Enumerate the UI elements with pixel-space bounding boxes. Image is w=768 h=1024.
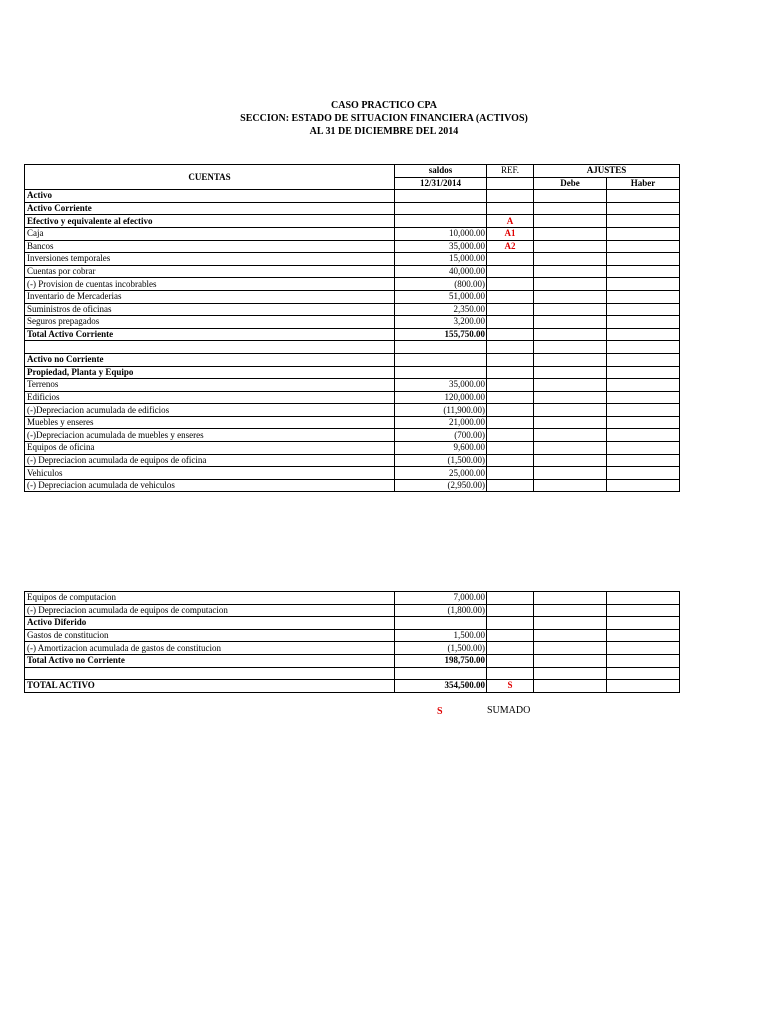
cell-saldo	[395, 667, 487, 680]
cell-debe	[534, 316, 607, 329]
col-header-ref: REF.	[487, 165, 534, 178]
cell-haber	[607, 215, 680, 228]
cell-ref	[487, 379, 534, 392]
cell-saldo: (2,950.00)	[395, 479, 487, 492]
cell-haber	[607, 227, 680, 240]
cell-ref	[487, 429, 534, 442]
cell-saldo: 1,500.00	[395, 629, 487, 642]
cell-haber	[607, 479, 680, 492]
cell-debe	[534, 290, 607, 303]
cell-debe	[534, 379, 607, 392]
col-header-saldos: saldos	[395, 165, 487, 178]
cell-saldo: 21,000.00	[395, 416, 487, 429]
table-row	[25, 442, 680, 455]
cell-haber	[607, 592, 680, 605]
col-header-ref-blank	[487, 177, 534, 190]
cell-debe	[534, 667, 607, 680]
cell-haber	[607, 604, 680, 617]
cell-debe	[534, 240, 607, 253]
cell-debe	[534, 202, 607, 215]
table-row	[25, 391, 680, 404]
doc-section: SECCION: ESTADO DE SITUACION FINANCIERA (ACTIVOS)	[240, 113, 528, 124]
col-header-haber: Haber	[607, 177, 680, 190]
cell-ref	[487, 290, 534, 303]
cell-cuenta: Bancos	[25, 240, 395, 253]
cell-cuenta: Inventario de Mercaderias	[25, 290, 395, 303]
cell-cuenta: Terrenos	[25, 379, 395, 392]
cell-cuenta: TOTAL ACTIVO	[25, 680, 395, 693]
cell-cuenta	[25, 341, 395, 354]
table-row	[25, 353, 680, 366]
cell-saldo: 3,200.00	[395, 316, 487, 329]
cell-debe	[534, 467, 607, 480]
cell-ref	[487, 479, 534, 492]
table-row	[25, 379, 680, 392]
cell-saldo: 35,000.00	[395, 379, 487, 392]
cell-cuenta: (-) Depreciacion acumulada de vehiculos	[25, 479, 395, 492]
table-row	[25, 341, 680, 354]
cell-saldo: 40,000.00	[395, 265, 487, 278]
cell-cuenta	[25, 667, 395, 680]
table-row	[25, 316, 680, 329]
col-header-fecha: 12/31/2014	[395, 177, 487, 190]
table-row	[25, 629, 680, 642]
cell-debe	[534, 604, 607, 617]
cell-saldo: 7,000.00	[395, 592, 487, 605]
table-body-2	[25, 592, 680, 693]
cell-ref	[487, 654, 534, 667]
table-row	[25, 328, 680, 341]
cell-ref	[487, 316, 534, 329]
cell-cuenta: Muebles y enseres	[25, 416, 395, 429]
cell-saldo: (1,800.00)	[395, 604, 487, 617]
cell-ref	[487, 366, 534, 379]
cell-haber	[607, 366, 680, 379]
cell-saldo: 155,750.00	[395, 328, 487, 341]
cell-ref	[487, 353, 534, 366]
cell-cuenta: Seguros prepagados	[25, 316, 395, 329]
cell-haber	[607, 442, 680, 455]
cell-cuenta: (-)Depreciacion acumulada de edificios	[25, 404, 395, 417]
cell-ref	[487, 328, 534, 341]
footer-sum-mark: S	[437, 706, 443, 717]
table-row	[25, 592, 680, 605]
cell-cuenta: Propiedad, Planta y Equipo	[25, 366, 395, 379]
cell-saldo	[395, 215, 487, 228]
cell-debe	[534, 629, 607, 642]
cell-debe	[534, 416, 607, 429]
cell-debe	[534, 429, 607, 442]
cell-saldo: (800.00)	[395, 278, 487, 291]
cell-ref	[487, 642, 534, 655]
cell-cuenta: Suministros de oficinas	[25, 303, 395, 316]
cell-ref: S	[487, 680, 534, 693]
cell-cuenta: (-) Amortizacion acumulada de gastos de constitucion	[25, 642, 395, 655]
table-body-1	[25, 190, 680, 492]
table-row	[25, 604, 680, 617]
cell-cuenta: Vehiculos	[25, 467, 395, 480]
table-row	[25, 278, 680, 291]
cell-debe	[534, 303, 607, 316]
cell-cuenta: Cuentas por cobrar	[25, 265, 395, 278]
cell-saldo: (700.00)	[395, 429, 487, 442]
cell-debe	[534, 454, 607, 467]
cell-ref	[487, 604, 534, 617]
doc-date: AL 31 DE DICIEMBRE DEL 2014	[309, 126, 459, 137]
cell-saldo: (11,900.00)	[395, 404, 487, 417]
table-row	[25, 467, 680, 480]
cell-saldo: 25,000.00	[395, 467, 487, 480]
cell-debe	[534, 592, 607, 605]
cell-saldo: 10,000.00	[395, 227, 487, 240]
cell-ref	[487, 467, 534, 480]
cell-cuenta: Activo no Corriente	[25, 353, 395, 366]
cell-haber	[607, 253, 680, 266]
doc-title: CASO PRACTICO CPA	[331, 100, 437, 111]
cell-haber	[607, 265, 680, 278]
assets-table-part-1	[24, 164, 680, 492]
cell-debe	[534, 642, 607, 655]
table-row	[25, 454, 680, 467]
table-row	[25, 667, 680, 680]
cell-haber	[607, 290, 680, 303]
cell-haber	[607, 680, 680, 693]
cell-saldo: 120,000.00	[395, 391, 487, 404]
cell-debe	[534, 353, 607, 366]
table-row	[25, 366, 680, 379]
cell-saldo: (1,500.00)	[395, 642, 487, 655]
table-row	[25, 404, 680, 417]
cell-saldo	[395, 366, 487, 379]
cell-haber	[607, 278, 680, 291]
table-row	[25, 227, 680, 240]
cell-ref: A2	[487, 240, 534, 253]
cell-haber	[607, 654, 680, 667]
table-row	[25, 680, 680, 693]
cell-debe	[534, 265, 607, 278]
cell-ref: A1	[487, 227, 534, 240]
cell-cuenta: Total Activo no Corriente	[25, 654, 395, 667]
cell-saldo: 354,500.00	[395, 680, 487, 693]
cell-ref	[487, 202, 534, 215]
cell-debe	[534, 442, 607, 455]
cell-saldo: 198,750.00	[395, 654, 487, 667]
col-header-ajustes: AJUSTES	[534, 165, 680, 178]
cell-ref	[487, 416, 534, 429]
table-row	[25, 429, 680, 442]
cell-debe	[534, 680, 607, 693]
cell-haber	[607, 629, 680, 642]
cell-debe	[534, 654, 607, 667]
cell-haber	[607, 353, 680, 366]
table-row	[25, 416, 680, 429]
cell-saldo	[395, 202, 487, 215]
cell-cuenta: Equipos de computacion	[25, 592, 395, 605]
cell-debe	[534, 341, 607, 354]
cell-saldo: 2,350.00	[395, 303, 487, 316]
cell-cuenta: Efectivo y equivalente al efectivo	[25, 215, 395, 228]
cell-ref	[487, 454, 534, 467]
cell-cuenta: Gastos de constitucion	[25, 629, 395, 642]
cell-cuenta: Activo Diferido	[25, 617, 395, 630]
col-header-cuentas: CUENTAS	[25, 165, 395, 190]
cell-cuenta: Caja	[25, 227, 395, 240]
cell-haber	[607, 303, 680, 316]
table-row	[25, 642, 680, 655]
cell-ref	[487, 617, 534, 630]
cell-saldo: (1,500.00)	[395, 454, 487, 467]
cell-cuenta: Total Activo Corriente	[25, 328, 395, 341]
cell-haber	[607, 642, 680, 655]
cell-debe	[534, 404, 607, 417]
cell-debe	[534, 366, 607, 379]
footer-sum-label: SUMADO	[487, 705, 531, 716]
cell-debe	[534, 253, 607, 266]
cell-ref	[487, 341, 534, 354]
cell-saldo: 9,600.00	[395, 442, 487, 455]
cell-haber	[607, 404, 680, 417]
cell-haber	[607, 316, 680, 329]
cell-debe	[534, 215, 607, 228]
cell-ref	[487, 629, 534, 642]
cell-ref	[487, 265, 534, 278]
cell-haber	[607, 617, 680, 630]
cell-saldo	[395, 190, 487, 203]
cell-ref	[487, 278, 534, 291]
cell-ref: A	[487, 215, 534, 228]
cell-ref	[487, 667, 534, 680]
cell-haber	[607, 379, 680, 392]
cell-haber	[607, 454, 680, 467]
cell-haber	[607, 341, 680, 354]
cell-haber	[607, 391, 680, 404]
cell-saldo	[395, 353, 487, 366]
cell-haber	[607, 429, 680, 442]
table-row	[25, 479, 680, 492]
cell-haber	[607, 190, 680, 203]
table-row	[25, 617, 680, 630]
table-row	[25, 190, 680, 203]
cell-debe	[534, 391, 607, 404]
cell-haber	[607, 416, 680, 429]
cell-cuenta: Activo	[25, 190, 395, 203]
cell-cuenta: Activo Corriente	[25, 202, 395, 215]
cell-saldo: 15,000.00	[395, 253, 487, 266]
cell-debe	[534, 278, 607, 291]
cell-ref	[487, 391, 534, 404]
cell-haber	[607, 202, 680, 215]
cell-debe	[534, 617, 607, 630]
table-row	[25, 290, 680, 303]
cell-debe	[534, 328, 607, 341]
cell-ref	[487, 253, 534, 266]
cell-haber	[607, 667, 680, 680]
table-row	[25, 240, 680, 253]
cell-saldo	[395, 341, 487, 354]
cell-debe	[534, 479, 607, 492]
cell-saldo: 51,000.00	[395, 290, 487, 303]
document-header	[0, 99, 768, 138]
cell-ref	[487, 442, 534, 455]
assets-table-part-2	[24, 591, 680, 693]
table-row	[25, 215, 680, 228]
cell-cuenta: (-) Depreciacion acumulada de equipos de oficina	[25, 454, 395, 467]
table-row	[25, 303, 680, 316]
cell-ref	[487, 404, 534, 417]
cell-cuenta: (-) Depreciacion acumulada de equipos de computacion	[25, 604, 395, 617]
cell-haber	[607, 240, 680, 253]
cell-haber	[607, 328, 680, 341]
cell-cuenta: Edificios	[25, 391, 395, 404]
table-row	[25, 654, 680, 667]
cell-cuenta: (-)Depreciacion acumulada de muebles y enseres	[25, 429, 395, 442]
table-row	[25, 265, 680, 278]
cell-saldo: 35,000.00	[395, 240, 487, 253]
cell-ref	[487, 592, 534, 605]
cell-cuenta: (-) Provision de cuentas incobrables	[25, 278, 395, 291]
col-header-debe: Debe	[534, 177, 607, 190]
cell-debe	[534, 190, 607, 203]
cell-saldo	[395, 617, 487, 630]
cell-cuenta: Inversiones temporales	[25, 253, 395, 266]
cell-ref	[487, 190, 534, 203]
cell-ref	[487, 303, 534, 316]
cell-haber	[607, 467, 680, 480]
cell-cuenta: Equipos de oficina	[25, 442, 395, 455]
table-row	[25, 253, 680, 266]
cell-debe	[534, 227, 607, 240]
table-row	[25, 202, 680, 215]
